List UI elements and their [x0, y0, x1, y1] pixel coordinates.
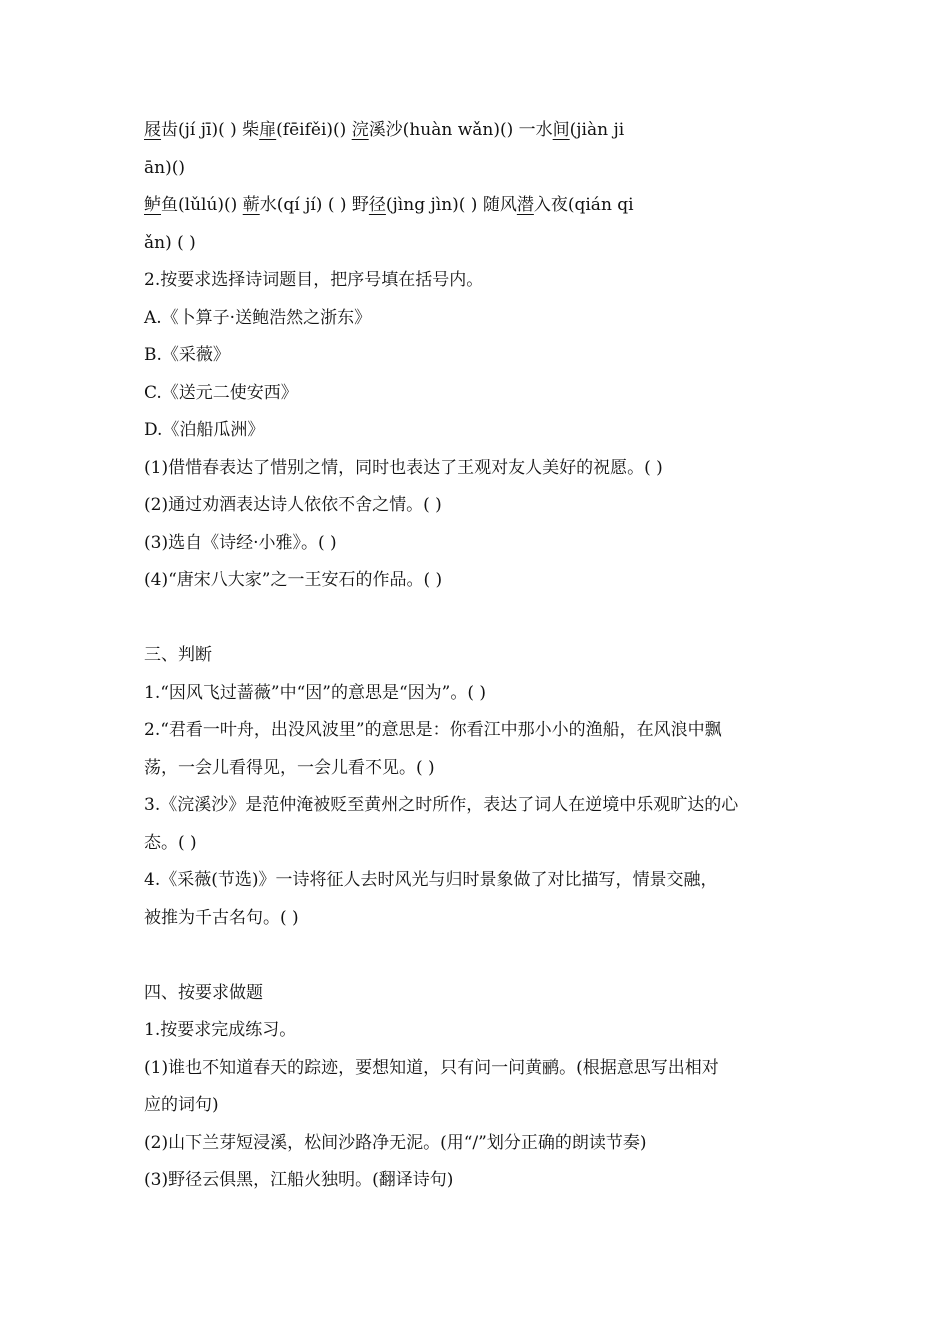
option-a: A.《卜算子·送鲍浩然之浙东》	[144, 307, 372, 328]
exercise-line: 1.按要求完成练习。	[144, 1020, 297, 1040]
pinyin-row-1	[144, 112, 812, 150]
exercise-line: (2)山下兰芽短浸溪，松间沙路净无泥。(用“/”划分正确的朗读节奏)	[144, 1132, 647, 1153]
question-2-item-2: (2)通过劝酒表达诗人依依不舍之情。( )	[144, 495, 442, 515]
underlined-char: 径	[368, 195, 386, 215]
question-2-item-3: (3)选自《诗经·小雅》。( )	[144, 532, 337, 553]
pinyin-item: 一水间(jiàn ji	[518, 120, 625, 140]
pinyin-item: 蕲水(qí jí) ( )	[242, 195, 347, 215]
option-d: D.《泊船瓜洲》	[144, 420, 265, 440]
judgement-line: 态。( )	[144, 832, 197, 853]
option-c: C.《送元二使安西》	[144, 382, 298, 403]
underlined-char: 潜	[516, 195, 534, 215]
pinyin-row-1-continued: ān)()	[144, 157, 185, 178]
underlined-char: 间	[552, 120, 570, 140]
worksheet-page	[144, 112, 812, 1200]
underlined-char: 屐	[144, 120, 161, 140]
pinyin-item: 柴扉(fēifěi)()	[242, 120, 347, 140]
underlined-char: 蕲	[242, 195, 260, 215]
option-b: B.《采薇》	[144, 345, 230, 365]
judgement-line: 2.“君看一叶舟，出没风波里”的意思是：你看江中那小小的渔船，在风浪中飘	[144, 720, 722, 740]
judgement-line: 4.《采薇(节选)》一诗将征人去时风光与归时景象做了对比描写，情景交融，	[144, 870, 718, 890]
spacer	[144, 937, 812, 975]
pinyin-row-2-continued: ǎn) ( )	[144, 232, 196, 253]
underlined-char: 扉	[259, 120, 277, 140]
exercise-line: (3)野径云俱黑，江船火独明。(翻译诗句)	[144, 1170, 454, 1190]
exercise-line: (1)谁也不知道春天的踪迹，要想知道，只有问一问黄鹂。(根据意思写出相对	[144, 1057, 719, 1078]
question-2-item-1: (1)借惜春表达了惜别之情，同时也表达了王观对友人美好的祝愿。( )	[144, 457, 663, 478]
judgement-line: 被推为千古名句。( )	[144, 907, 299, 928]
pinyin-item: 野径(jìng jìn)( )	[351, 195, 478, 215]
judgement-line: 1.“因风飞过蔷薇”中“因”的意思是“因为”。( )	[144, 682, 487, 703]
underlined-char: 鲈	[144, 195, 161, 215]
pinyin-item: 鲈鱼(lǔlú)()	[144, 195, 238, 215]
question-2-title: 2.按要求选择诗词题目，把序号填在括号内。	[144, 270, 484, 290]
pinyin-row-2	[144, 187, 812, 225]
pinyin-item: 随风潜入夜(qián qi	[482, 195, 634, 215]
section-3-heading: 三、判断	[144, 645, 212, 665]
question-2-item-4: (4)“唐宋八大家”之一王安石的作品。( )	[144, 570, 443, 590]
pinyin-item: 浣溪沙(huàn wǎn)()	[351, 120, 514, 140]
judgement-line: 荡，一会儿看得见，一会儿看不见。( )	[144, 757, 435, 778]
spacer	[144, 600, 812, 638]
judgement-line: 3.《浣溪沙》是范仲淹被贬至黄州之时所作，表达了词人在逆境中乐观旷达的心	[144, 795, 739, 815]
underlined-char: 浣	[351, 120, 369, 140]
exercise-line: 应的词句)	[144, 1095, 219, 1115]
section-4-heading: 四、按要求做题	[144, 982, 263, 1003]
pinyin-item: 屐齿(jí jī)( )	[144, 120, 237, 140]
